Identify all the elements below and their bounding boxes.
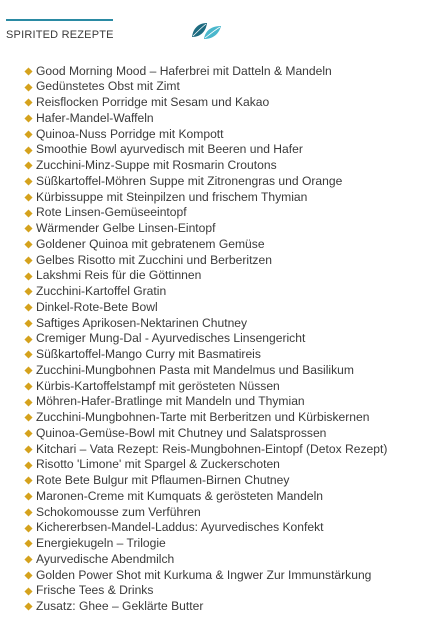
leaves-icon (191, 22, 223, 40)
recipe-list-item[interactable] (24, 379, 444, 395)
recipe-list-item[interactable] (24, 583, 444, 599)
recipe-label: Frische Tees & Drinks (36, 583, 154, 598)
recipe-list-item[interactable] (24, 205, 444, 221)
recipe-label: Gelbes Risotto mit Zucchini und Berberitzen (36, 252, 272, 267)
recipe-label: Energiekugeln – Trilogie (36, 536, 166, 550)
diamond-bullet-icon (24, 413, 33, 422)
recipe-list-item[interactable] (24, 410, 444, 426)
diamond-bullet-icon (24, 398, 33, 407)
diamond-bullet-icon (24, 602, 33, 611)
recipe-label: Risotto 'Limone' mit Spargel & Zuckerschoten (36, 457, 280, 472)
diamond-bullet-icon (24, 83, 33, 92)
recipe-label: Good Morning Mood – Haferbrei mit Datteln & Mandeln (36, 63, 332, 78)
diamond-bullet-icon (24, 555, 33, 564)
diamond-bullet-icon (24, 335, 33, 344)
recipe-label: Zucchini-Mungbohnen Pasta mit Mandelmus und Basilikum (36, 362, 354, 377)
recipe-list-item[interactable] (24, 394, 444, 410)
recipe-list-item[interactable] (24, 174, 444, 190)
recipe-list-item[interactable] (24, 568, 444, 584)
diamond-bullet-icon (24, 193, 33, 202)
recipe-list-item[interactable] (24, 190, 444, 206)
recipe-label: Kichererbsen-Mandel-Laddus: Ayurvedisches Konfekt (36, 520, 324, 535)
diamond-bullet-icon (24, 130, 33, 139)
recipe-list-item[interactable] (24, 95, 444, 111)
page-header (0, 0, 445, 50)
diamond-bullet-icon (24, 445, 33, 454)
recipe-label: Cremiger Mung-Dal - Ayurvedisches Linsengericht (36, 331, 306, 346)
recipe-label: Smoothie Bowl ayurvedisch mit Beeren und Hafer (36, 142, 303, 157)
recipe-list (24, 64, 444, 615)
recipe-list-item[interactable] (24, 347, 444, 363)
diamond-bullet-icon (24, 571, 33, 580)
diamond-bullet-icon (24, 67, 33, 76)
recipe-list-item[interactable] (24, 111, 444, 127)
recipe-label: Lakshmi Reis für die Göttinnen (36, 268, 202, 283)
recipe-label: Möhren-Hafer-Bratlinge mit Mandeln und Thymian (36, 394, 305, 409)
recipe-list-item[interactable] (24, 300, 444, 316)
diamond-bullet-icon (24, 209, 33, 218)
diamond-bullet-icon (24, 539, 33, 548)
diamond-bullet-icon (24, 492, 33, 501)
section-title: SPIRITED REZEPTE (6, 29, 114, 41)
diamond-bullet-icon (24, 461, 33, 470)
recipe-label: Kürbissuppe mit Steinpilzen und frischem Thymian (36, 189, 308, 204)
recipe-label: Süßkartoffel-Möhren Suppe mit Zitronengras und Orange (36, 173, 343, 188)
diamond-bullet-icon (24, 319, 33, 328)
recipe-label: Schokomousse zum Verführen (36, 504, 201, 519)
recipe-label: Kürbis-Kartoffelstampf mit gerösteten Nüssen (36, 378, 280, 393)
recipe-label: Wärmender Gelbe Linsen-Eintopf (36, 221, 216, 235)
diamond-bullet-icon (24, 272, 33, 281)
recipe-label: Zucchini-Mungbohnen-Tarte mit Berberitzen und Kürbiskernen (36, 410, 370, 424)
recipe-label: Zusatz: Ghee – Geklärte Butter (36, 599, 204, 613)
header-accent-rule (6, 19, 113, 21)
recipe-label: Kitchari – Vata Rezept: Reis-Mungbohnen-Eintopf (Detox Rezept) (36, 441, 388, 456)
recipe-list-item[interactable] (24, 442, 444, 458)
recipe-list-item[interactable] (24, 457, 444, 473)
recipe-label: Zucchini-Minz-Suppe mit Rosmarin Croutons (36, 158, 277, 172)
diamond-bullet-icon (24, 146, 33, 155)
recipe-list-item[interactable] (24, 363, 444, 379)
recipe-list-item[interactable] (24, 520, 444, 536)
recipe-list-item[interactable] (24, 426, 444, 442)
diamond-bullet-icon (24, 114, 33, 123)
recipe-list-item[interactable] (24, 505, 444, 521)
recipe-label: Golden Power Shot mit Kurkuma & Ingwer Zur Immunstärkung (36, 567, 372, 582)
recipe-label: Goldener Quinoa mit gebratenem Gemüse (36, 236, 265, 251)
diamond-bullet-icon (24, 524, 33, 533)
recipe-list-item[interactable] (24, 268, 444, 284)
recipe-label: Süßkartoffel-Mango Curry mit Basmatireis (36, 347, 261, 361)
diamond-bullet-icon (24, 366, 33, 375)
recipe-label: Rote Linsen-Gemüseeintopf (36, 205, 187, 220)
diamond-bullet-icon (24, 224, 33, 233)
recipe-label: Hafer-Mandel-Waffeln (36, 110, 154, 125)
recipe-list-item[interactable] (24, 599, 444, 615)
diamond-bullet-icon (24, 256, 33, 265)
recipe-label: Saftiges Aprikosen-Nektarinen Chutney (36, 315, 248, 330)
recipe-list-item[interactable] (24, 158, 444, 174)
recipe-label: Quinoa-Nuss Porridge mit Kompott (36, 126, 224, 141)
recipe-list-item[interactable] (24, 331, 444, 347)
recipe-label: Rote Bete Bulgur mit Pflaumen-Birnen Chutney (36, 473, 290, 487)
diamond-bullet-icon (24, 177, 33, 186)
recipe-list-item[interactable] (24, 221, 444, 237)
diamond-bullet-icon (24, 382, 33, 391)
recipe-list-item[interactable] (24, 253, 444, 269)
diamond-bullet-icon (24, 587, 33, 596)
recipe-list-item[interactable] (24, 142, 444, 158)
recipe-label: Quinoa-Gemüse-Bowl mit Chutney und Salatsprossen (36, 425, 327, 440)
diamond-bullet-icon (24, 240, 33, 249)
diamond-bullet-icon (24, 350, 33, 359)
recipe-label: Reisflocken Porridge mit Sesam und Kakao (36, 95, 270, 109)
diamond-bullet-icon (24, 287, 33, 296)
recipe-list-item[interactable] (24, 316, 444, 332)
diamond-bullet-icon (24, 98, 33, 107)
diamond-bullet-icon (24, 508, 33, 517)
recipe-list-item[interactable] (24, 127, 444, 143)
diamond-bullet-icon (24, 161, 33, 170)
recipe-list-item[interactable] (24, 536, 444, 552)
recipe-label: Maronen-Creme mit Kumquats & gerösteten Mandeln (36, 488, 324, 503)
recipe-label: Dinkel-Rote-Bete Bowl (36, 299, 158, 314)
diamond-bullet-icon (24, 476, 33, 485)
recipe-list-item[interactable] (24, 489, 444, 505)
diamond-bullet-icon (24, 303, 33, 312)
recipe-list-item[interactable] (24, 64, 444, 80)
diamond-bullet-icon (24, 429, 33, 438)
recipe-list-item[interactable] (24, 473, 444, 489)
recipe-label: Zucchini-Kartoffel Gratin (36, 284, 167, 298)
recipe-list-item[interactable] (24, 237, 444, 253)
recipe-label: Ayurvedische Abendmilch (36, 551, 175, 566)
recipe-list-item[interactable] (24, 79, 444, 95)
recipe-list-item[interactable] (24, 552, 444, 568)
recipe-label: Gedünstetes Obst mit Zimt (36, 79, 180, 94)
recipe-list-item[interactable] (24, 284, 444, 300)
